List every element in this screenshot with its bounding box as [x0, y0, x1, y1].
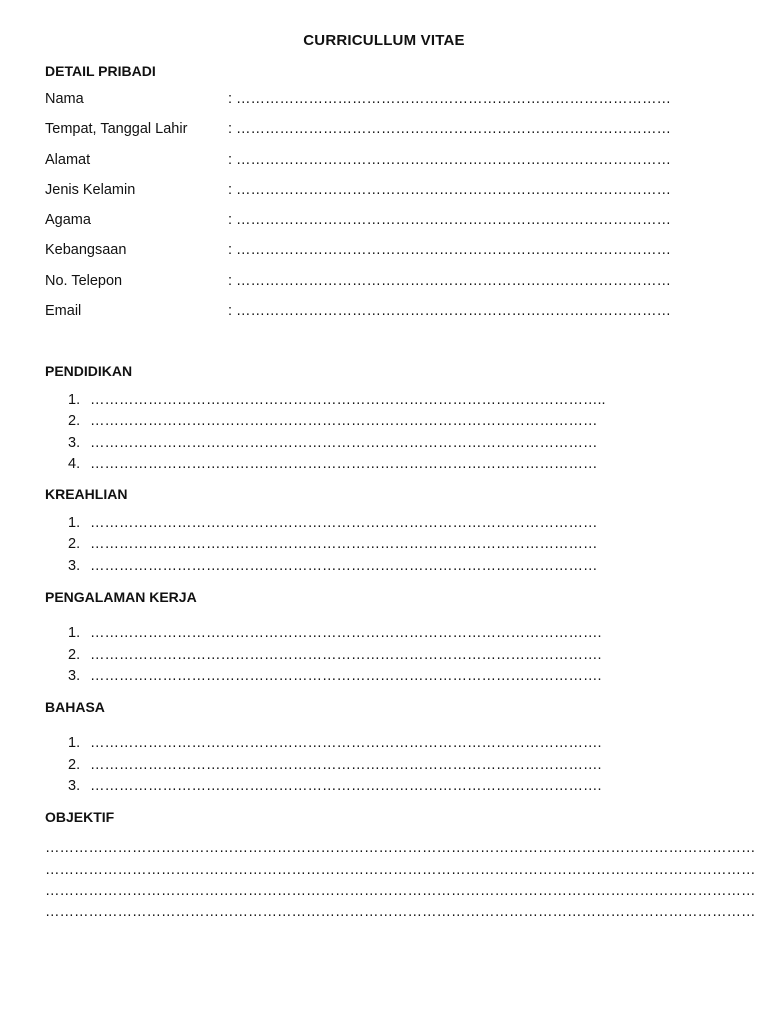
list-number: 4. [68, 456, 81, 472]
field-row-tempat-tanggal-lahir [45, 121, 672, 141]
list-number: 2. [68, 647, 81, 663]
field-label: Agama [45, 212, 91, 228]
field-row-kebangsaan [45, 242, 672, 262]
list-number: 2. [68, 536, 81, 552]
field-value: : ……………………………………………………………………………… [228, 242, 672, 258]
list-placeholder: …………………………………………………………………………………………….. [90, 392, 606, 408]
list-placeholder: …………………………………………………………………………………………… [90, 435, 598, 451]
list-placeholder: ……………………………………………………………………………………………. [90, 778, 602, 794]
section-heading-experience: PENGALAMAN KERJA [45, 589, 197, 605]
section-heading-objective: OBJEKTIF [45, 809, 115, 825]
list-number: 2. [68, 413, 81, 429]
objective-line: ………………………………………………………………………………………………………………………………… [45, 862, 756, 878]
list-item [68, 435, 598, 455]
field-row-nama [45, 91, 672, 111]
field-value: : ……………………………………………………………………………… [228, 303, 672, 319]
list-placeholder: …………………………………………………………………………………………… [90, 558, 598, 574]
field-value: : ……………………………………………………………………………… [228, 152, 672, 168]
list-number: 3. [68, 558, 81, 574]
list-number: 3. [68, 778, 81, 794]
section-heading-education: PENDIDIKAN [45, 363, 133, 379]
list-number: 1. [68, 625, 81, 641]
field-row-jenis-kelamin [45, 182, 672, 202]
list-item [68, 392, 606, 412]
field-value: : ……………………………………………………………………………… [228, 212, 672, 228]
section-heading-language: BAHASA [45, 699, 105, 715]
list-number: 3. [68, 668, 81, 684]
field-label: Alamat [45, 152, 91, 168]
field-label: No. Telepon [45, 273, 123, 289]
field-value: : ……………………………………………………………………………… [228, 91, 672, 107]
objective-line: ………………………………………………………………………………………………………………………………… [45, 883, 756, 899]
list-number: 1. [68, 515, 81, 531]
list-placeholder: …………………………………………………………………………………………… [90, 413, 598, 429]
objective-line: ………………………………………………………………………………………………………………………………… [45, 840, 756, 856]
list-item [68, 456, 598, 476]
list-number: 3. [68, 435, 81, 451]
list-placeholder: ……………………………………………………………………………………………. [90, 668, 602, 684]
list-item [68, 413, 598, 433]
field-row-alamat [45, 152, 672, 172]
list-number: 1. [68, 392, 81, 408]
list-item [68, 668, 602, 688]
list-number: 1. [68, 735, 81, 751]
field-label: Jenis Kelamin [45, 182, 136, 198]
list-item [68, 735, 602, 755]
list-placeholder: ……………………………………………………………………………………………. [90, 757, 602, 773]
list-item [68, 757, 602, 777]
list-number: 2. [68, 757, 81, 773]
list-item [68, 778, 602, 798]
list-placeholder: …………………………………………………………………………………………… [90, 515, 598, 531]
list-placeholder: …………………………………………………………………………………………… [90, 456, 598, 472]
list-placeholder: …………………………………………………………………………………………… [90, 536, 598, 552]
list-placeholder: ……………………………………………………………………………………………. [90, 735, 602, 751]
section-heading-personal: DETAIL PRIBADI [45, 63, 156, 79]
field-row-email [45, 303, 672, 323]
field-label: Tempat, Tanggal Lahir [45, 121, 188, 137]
list-placeholder: ……………………………………………………………………………………………. [90, 647, 602, 663]
section-heading-skills: KREAHLIAN [45, 486, 128, 502]
field-row-no-telepon [45, 273, 672, 293]
list-item [68, 536, 598, 556]
field-value: : ……………………………………………………………………………… [228, 121, 672, 137]
list-item [68, 515, 598, 535]
field-label: Nama [45, 91, 84, 107]
field-label: Email [45, 303, 82, 319]
page-title: CURRICULLUM VITAE [303, 32, 465, 49]
field-value: : ……………………………………………………………………………… [228, 273, 672, 289]
field-value: : ……………………………………………………………………………… [228, 182, 672, 198]
list-placeholder: ……………………………………………………………………………………………. [90, 625, 602, 641]
list-item [68, 647, 602, 667]
objective-line: ………………………………………………………………………………………………………………………………… [45, 904, 756, 920]
field-label: Kebangsaan [45, 242, 127, 258]
list-item [68, 625, 602, 645]
list-item [68, 558, 598, 578]
field-row-agama [45, 212, 672, 232]
